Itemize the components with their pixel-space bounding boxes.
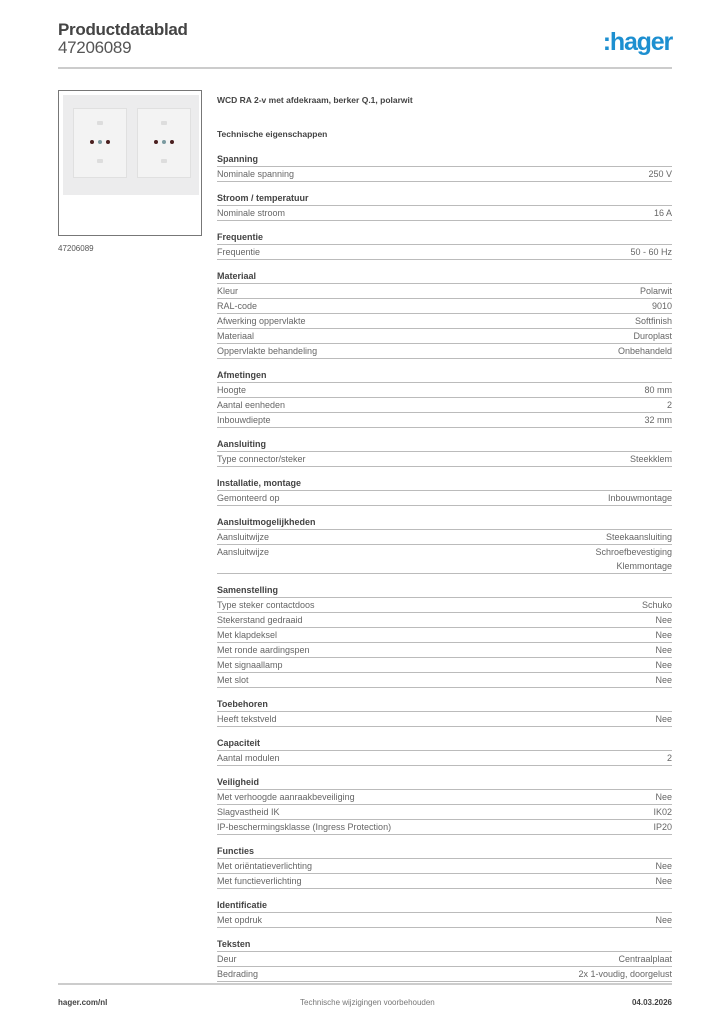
footer-date: 04.03.2026 [631,998,672,1007]
spec-row [217,383,672,398]
spec-row [217,245,672,260]
spec-section [217,515,672,574]
spec-section [217,898,672,928]
spec-row [217,413,672,428]
spec-value: Polarwit [639,286,672,296]
section-title: Aansluitmogelijkheden [217,515,672,530]
image-caption: 47206089 [58,244,94,253]
spec-value: Softfinish [634,316,672,326]
earth-clip [161,121,167,125]
spec-value-cell [595,545,672,573]
spec-label: Met functieverlichting [217,876,302,886]
footer-disclaimer: Technische wijzigingen voorbehouden [300,998,435,1007]
spec-value-cell [618,344,672,358]
spec-label: Oppervlakte behandeling [217,346,318,356]
spec-value-cell [630,452,672,466]
spec-value-cell [655,658,672,672]
spec-value-cell [652,299,672,313]
spec-row [217,167,672,182]
spec-value: Steekaansluiting [605,532,672,542]
spec-label: RAL-code [217,301,258,311]
spec-row [217,820,672,835]
spec-row [217,805,672,820]
spec-section [217,269,672,359]
earth-clip [161,159,167,163]
spec-value: Nee [655,792,672,802]
spec-row [217,314,672,329]
spec-row [217,643,672,658]
spec-row [217,658,672,673]
spec-value-cell [654,206,672,220]
spec-value-cell [655,913,672,927]
spec-label: Gemonteerd op [217,493,280,503]
spec-section [217,736,672,766]
product-number: 47206089 [58,38,132,57]
pin [98,140,102,144]
spec-section [217,437,672,467]
section-title: Capaciteit [217,736,672,751]
earth-clip [97,121,103,125]
socket-left [73,108,127,178]
spec-value: Klemmontage [616,561,672,571]
spec-value-cell [630,245,672,259]
spec-value-cell [633,329,672,343]
pin [162,140,166,144]
spec-value: Onbehandeld [617,346,672,356]
spec-label: Met slot [217,675,249,685]
spec-section [217,937,672,982]
section-title: Functies [217,844,672,859]
spec-value: Nee [655,861,672,871]
spec-section [217,368,672,428]
footer-divider [58,983,672,985]
spec-value-cell [667,398,672,412]
spec-value: IP20 [653,822,672,832]
spec-section [217,191,672,221]
section-title: Afmetingen [217,368,672,383]
spec-value-cell [667,751,672,765]
spec-value-cell [655,628,672,642]
spec-label: Aansluitwijze [217,547,270,557]
spec-label: Aantal modulen [217,753,280,763]
spec-label: Met ronde aardingspen [217,645,310,655]
spec-label: Type steker contactdoos [217,600,315,610]
spec-value-cell [653,805,672,819]
spec-value: Schuko [641,600,672,610]
spec-value: 32 mm [644,415,672,425]
spec-value-cell [642,598,672,612]
spec-value: Duroplast [633,331,672,341]
pin [90,140,94,144]
spec-value: Nee [655,645,672,655]
spec-value-cell [655,859,672,873]
spec-value-cell [655,673,672,687]
earth-clip [97,159,103,163]
spec-label: Heeft tekstveld [217,714,277,724]
spec-value-cell [578,967,672,981]
spec-label: IP-beschermingsklasse (Ingress Protection) [217,822,392,832]
section-title: Stroom / temperatuur [217,191,672,206]
socket-plate [63,95,199,195]
section-title: Samenstelling [217,583,672,598]
spec-row [217,712,672,727]
spec-label: Aansluitwijze [217,532,270,542]
spec-value: Inbouwmontage [607,493,672,503]
spec-row [217,790,672,805]
spec-row [217,751,672,766]
spec-row [217,874,672,889]
spec-value: Nee [655,876,672,886]
pin [106,140,110,144]
pin [154,140,158,144]
spec-row [217,491,672,506]
spec-section [217,844,672,889]
spec-label: Frequentie [217,247,261,257]
product-name: WCD RA 2-v met afdekraam, berker Q.1, polarwit [217,95,413,105]
spec-row [217,913,672,928]
spec-value-cell [644,383,672,397]
spec-value: Steekklem [629,454,672,464]
hager-logo: :hager [602,28,672,56]
header-divider [58,67,672,69]
spec-row [217,284,672,299]
spec-value: Nee [655,660,672,670]
spec-value-cell [635,314,672,328]
spec-value-cell [655,874,672,888]
spec-row [217,299,672,314]
spec-value-cell [648,167,672,181]
spec-label: Aantal eenheden [217,400,286,410]
spec-label: Hoogte [217,385,247,395]
spec-row [217,545,672,574]
spec-row [217,398,672,413]
spec-section [217,152,672,182]
spec-value: 2x 1-voudig, doorgelust [578,969,672,979]
spec-label: Met verhoogde aanraakbeveiliging [217,792,355,802]
spec-label: Slagvastheid IK [217,807,280,817]
spec-label: Kleur [217,286,239,296]
socket-right [137,108,191,178]
spec-row [217,673,672,688]
spec-value: 2 [666,400,672,410]
section-title: Veiligheid [217,775,672,790]
spec-row [217,967,672,982]
footer-website[interactable]: hager.com/nl [58,998,108,1007]
spec-section [217,697,672,727]
section-title: Materiaal [217,269,672,284]
section-title: Frequentie [217,230,672,245]
page-title: Productdatablad [58,20,188,39]
pin [170,140,174,144]
spec-value-cell [608,491,672,505]
spec-row [217,530,672,545]
spec-value-cell [653,820,672,834]
spec-row [217,628,672,643]
spec-value: 50 - 60 Hz [630,247,672,257]
spec-label: Bedrading [217,969,259,979]
spec-section [217,583,672,688]
spec-value-cell [606,530,672,544]
spec-label: Nominale spanning [217,169,295,179]
spec-value: Nee [655,915,672,925]
spec-section [217,476,672,506]
spec-value: Centraalplaat [618,954,672,964]
spec-value: Nee [655,714,672,724]
spec-row [217,613,672,628]
spec-label: Deur [217,954,237,964]
section-title: Identificatie [217,898,672,913]
section-title: Installatie, montage [217,476,672,491]
tech-properties-heading: Technische eigenschappen [217,129,328,139]
spec-label: Nominale stroom [217,208,286,218]
spec-label: Met klapdeksel [217,630,278,640]
spec-value: Nee [655,675,672,685]
spec-label: Type connector/steker [217,454,306,464]
spec-value: IK02 [653,807,672,817]
spec-row [217,344,672,359]
spec-value: Schroefbevestiging [595,547,672,557]
section-title: Toebehoren [217,697,672,712]
spec-value-cell [618,952,672,966]
spec-value: Nee [655,615,672,625]
spec-sections [217,152,672,982]
spec-section [217,230,672,260]
spec-section [217,775,672,835]
spec-label: Inbouwdiepte [217,415,271,425]
spec-value: 2 [666,753,672,763]
spec-label: Afwerking oppervlakte [217,316,306,326]
spec-value-cell [640,284,672,298]
spec-value: 80 mm [644,385,672,395]
section-title: Aansluiting [217,437,672,452]
spec-label: Materiaal [217,331,255,341]
spec-value-cell [655,613,672,627]
spec-value-cell [655,790,672,804]
spec-value-cell [655,643,672,657]
spec-label: Met opdruk [217,915,263,925]
spec-value: Nee [655,630,672,640]
spec-row [217,859,672,874]
spec-row [217,452,672,467]
section-title: Teksten [217,937,672,952]
spec-label: Stekerstand gedraaid [217,615,303,625]
spec-value: 250 V [648,169,672,179]
section-title: Spanning [217,152,672,167]
spec-label: Met oriëntatieverlichting [217,861,313,871]
spec-row [217,952,672,967]
spec-row [217,206,672,221]
spec-value: 9010 [651,301,672,311]
spec-row [217,329,672,344]
spec-value-cell [644,413,672,427]
spec-content [217,95,672,982]
spec-value-cell [655,712,672,726]
spec-label: Met signaallamp [217,660,283,670]
product-image [58,90,202,236]
spec-value: 16 A [653,208,672,218]
spec-row [217,598,672,613]
